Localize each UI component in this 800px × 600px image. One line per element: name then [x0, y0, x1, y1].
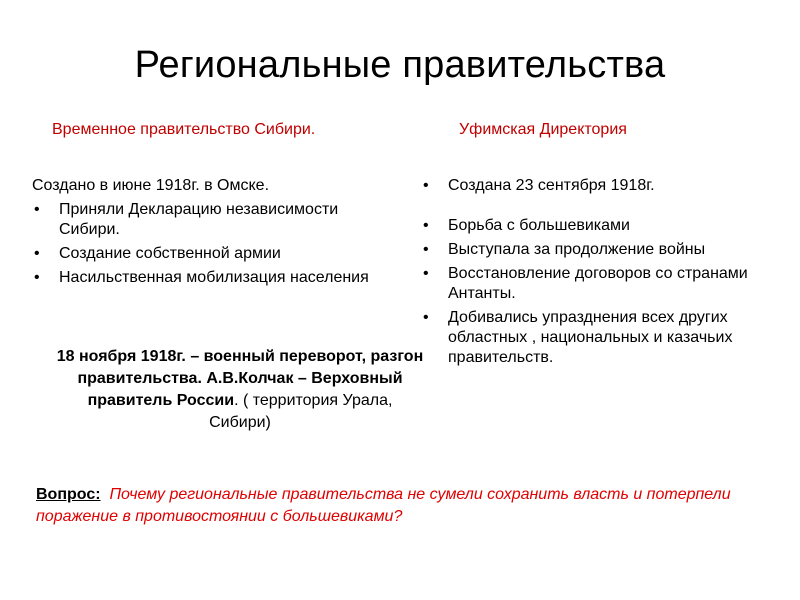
right-bullet: • Создана 23 сентября 1918г.	[421, 176, 751, 196]
question-block	[36, 484, 756, 528]
coup-paragraph	[55, 346, 425, 434]
right-bullet: • Восстановление договоров со странами Антанты.	[421, 264, 751, 304]
coup-bold-text: 18 ноября 1918г. – военный переворот, разгон правительства. А.В.Колчак – Верховный правитель России	[56, 348, 424, 409]
right-bullet: • Добивались упразднения всех других областных , национальных и казачьих правительств.	[421, 308, 751, 368]
left-intro: Создано в июне 1918г. в Омске.	[32, 177, 270, 194]
left-column	[32, 176, 377, 292]
left-bullet: • Насильственная мобилизация населения	[32, 268, 377, 288]
right-bullet: • Выступала за продолжение войны	[421, 240, 751, 260]
left-bullet-list	[32, 200, 377, 288]
left-bullet: • Приняли Декларацию независимости Сибири.	[32, 200, 377, 240]
left-bullet: • Создание собственной армии	[32, 244, 377, 264]
right-bullet-list	[421, 176, 751, 368]
right-bullet: • Борьба с большевиками	[421, 216, 751, 236]
right-column-heading: Уфимская Директория	[459, 121, 627, 138]
left-column-heading: Временное правительство Сибири.	[52, 121, 316, 138]
question-label: Вопрос:	[36, 486, 101, 503]
slide-title: Региональные правительства	[134, 44, 666, 86]
coup-rest-text: . ( территория Урала, Сибири)	[209, 392, 393, 431]
question-text: Почему региональные правительства не сумели сохранить власть и потерпели поражение в противостоянии с большевиками?	[36, 486, 731, 525]
right-column	[421, 176, 751, 372]
